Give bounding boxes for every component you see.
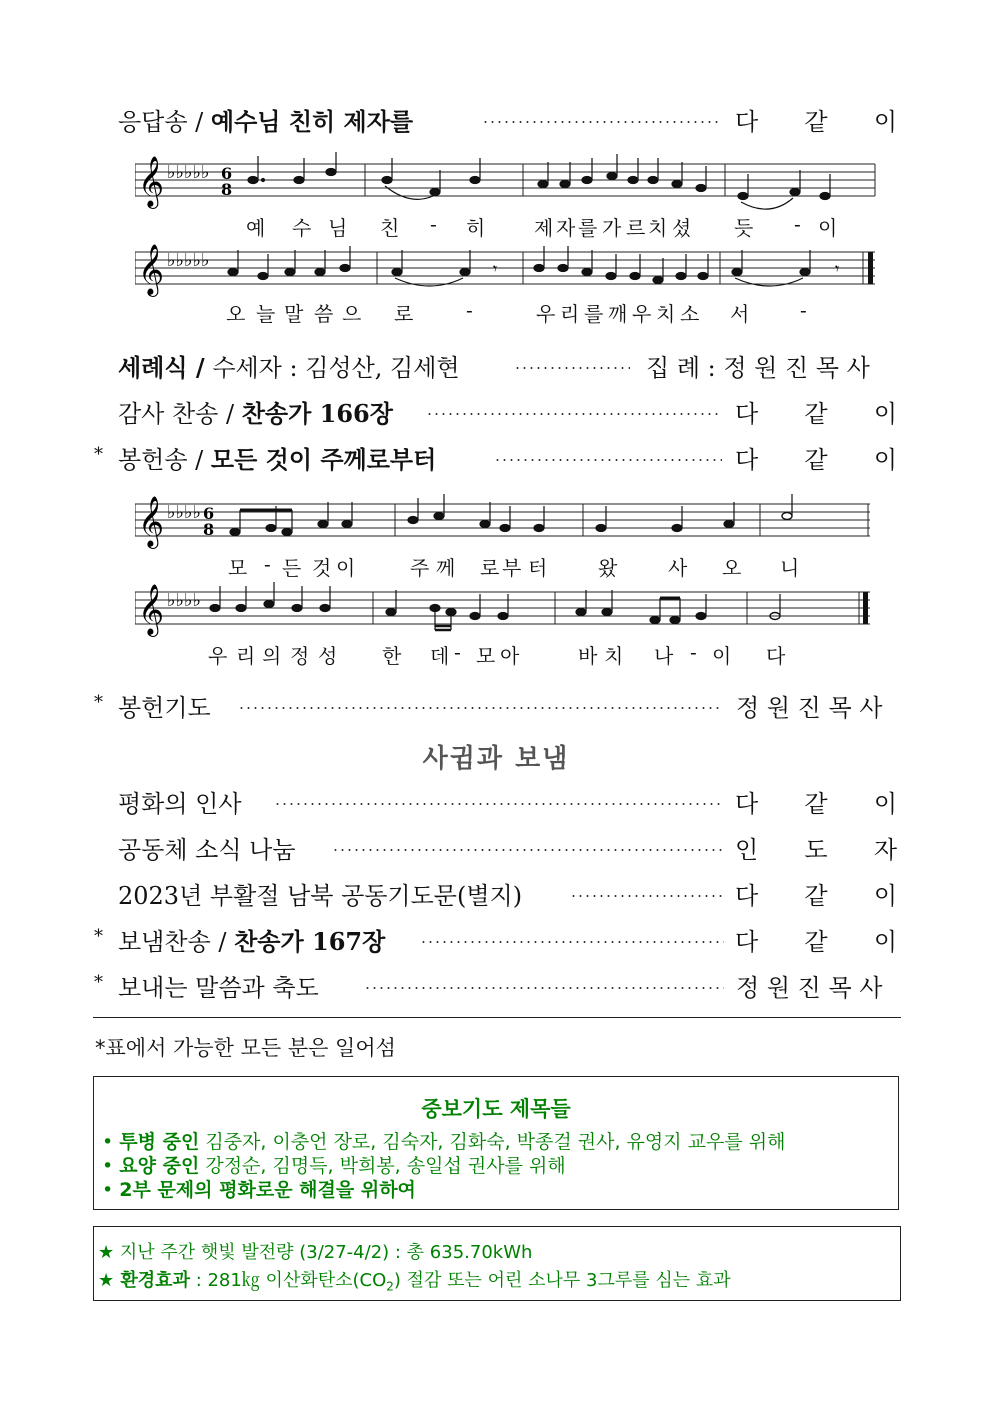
order-item-leader: 인 도 자 (735, 836, 897, 864)
hymn2-staff-1 (135, 490, 880, 552)
order-item-leader: 정 원 진 목 사 (736, 694, 883, 722)
order-item-offering-prayer (0, 682, 992, 722)
leader-dots (238, 688, 722, 714)
hymn2-lyrics-2: 우 리 의 정 성 한 데 - 모 아 바 치 나 - 이 다 (208, 640, 786, 668)
hymn1-staff-2 (135, 238, 880, 300)
order-item-joint-prayer (0, 870, 992, 910)
standing-mark: * (94, 926, 103, 947)
order-item-leader: 다 같 이 (735, 400, 897, 428)
order-item-leader: 정 원 진 목 사 (736, 974, 883, 1002)
intercession-item: • 2부 문제의 평화로운 해결을 위하여 (102, 1179, 416, 1201)
order-item-label: 평화의 인사 (118, 790, 242, 818)
order-item-benediction (0, 962, 992, 1002)
order-item-peace-greeting (0, 778, 992, 818)
hymn2-lyrics-1: 모 - 든 것 이 주 께 로 부 터 왔 사 오 니 (228, 552, 800, 580)
standing-mark: * (94, 692, 103, 713)
standing-mark: * (94, 444, 103, 465)
order-item-leader: 다 같 이 (735, 928, 897, 956)
order-item-label: 세례식 / 수세자 : 김성산, 김세현 (118, 353, 460, 382)
star-icon: ★ (98, 1242, 115, 1263)
svg-text:♭♭♭♭: ♭♭♭♭ (167, 502, 201, 523)
order-item-leader: 집 례 : 정 원 진 목 사 (646, 354, 870, 382)
leader-dots (420, 922, 724, 948)
svg-text:6: 6 (221, 164, 233, 183)
svg-text:𝄞: 𝄞 (138, 584, 165, 635)
intercession-title: 중보기도 제목들 (421, 1097, 571, 1121)
section-title: 사귐과 보냄 (422, 744, 570, 774)
hymn1-lyrics-1: 예 수 님 친 - 히 제 자 를 가 르 치 셨 듯 - 이 (246, 212, 838, 240)
environment-effect-line: ★ 환경효과 : 281㎏ 이산화탄소$(CO_2)$ 절감 또는 어린 소나무 3그루를 심는 효과 (98, 1270, 731, 1294)
order-item-offering-song (0, 434, 992, 474)
order-item-sending-hymn (0, 916, 992, 956)
leader-dots (482, 102, 722, 128)
order-item-response-song (0, 96, 992, 136)
star-icon: ★ (98, 1270, 115, 1291)
order-item-label: 봉헌기도 (118, 694, 211, 722)
svg-text:♭♭♭♭: ♭♭♭♭ (167, 590, 201, 611)
svg-text:♭♭♭♭♭: ♭♭♭♭♭ (167, 162, 210, 183)
order-item-thanks-hymn (0, 388, 992, 428)
intercession-box (93, 1076, 899, 1210)
svg-text:𝄞: 𝄞 (138, 156, 165, 207)
leader-dots (570, 876, 724, 902)
order-item-label: 2023년 부활절 남북 공동기도문(별지) (118, 882, 523, 910)
svg-text:6: 6 (203, 504, 215, 523)
hymn1-lyrics-2: 오 늘 말 씀 으 로 - 우 리 를 깨 우 치 소 서 - (226, 298, 807, 326)
svg-text:8: 8 (221, 180, 233, 199)
order-item-community-news (0, 824, 992, 864)
solar-output-line: ★ 지난 주간 햇빛 발전량 (3/27-4/2) : 총 635.70kWh (98, 1242, 533, 1263)
intercession-item: • 요양 중인 강정순, 김명득, 박희봉, 송일섭 권사를 위해 (102, 1155, 566, 1177)
hymn2-staff-2 (135, 578, 880, 640)
svg-text:♭♭♭♭♭: ♭♭♭♭♭ (167, 250, 210, 271)
order-item-label: 응답송 / 예수님 친히 제자를 (118, 107, 414, 136)
order-item-leader: 다 같 이 (735, 108, 897, 136)
divider (93, 1017, 901, 1018)
svg-text:𝄾: 𝄾 (835, 259, 840, 278)
order-item-leader: 다 같 이 (735, 882, 897, 910)
svg-text:𝄞: 𝄞 (138, 496, 165, 547)
leader-dots (364, 968, 724, 994)
leader-dots (494, 440, 722, 466)
svg-text:𝄞: 𝄞 (138, 244, 165, 295)
leader-dots (514, 348, 630, 374)
order-item-leader: 다 같 이 (735, 446, 897, 474)
intercession-item: • 투병 중인 김중자, 이충언 장로, 김숙자, 김화숙, 박종걸 권사, 유영지 교우를 위해 (102, 1131, 786, 1153)
svg-text:𝄾: 𝄾 (493, 259, 498, 278)
leader-dots (332, 830, 724, 856)
standing-note: *표에서 가능한 모든 분은 일어섬 (95, 1036, 396, 1060)
leader-dots (274, 784, 724, 810)
order-item-label: 감사 찬송 / 찬송가 166장 (118, 399, 393, 428)
order-item-label: 봉헌송 / 모든 것이 주께로부터 (118, 445, 437, 474)
standing-mark: * (94, 972, 103, 993)
order-item-baptism (0, 342, 992, 382)
leader-dots (426, 394, 722, 420)
order-item-label: 보냄찬송 / 찬송가 167장 (118, 927, 386, 956)
solar-power-box (93, 1226, 901, 1301)
svg-text:8: 8 (203, 520, 215, 539)
order-item-label: 보내는 말씀과 축도 (118, 974, 319, 1002)
hymn1-staff-1 (135, 150, 880, 212)
order-item-label: 공동체 소식 나눔 (118, 836, 296, 864)
order-item-leader: 다 같 이 (735, 790, 897, 818)
